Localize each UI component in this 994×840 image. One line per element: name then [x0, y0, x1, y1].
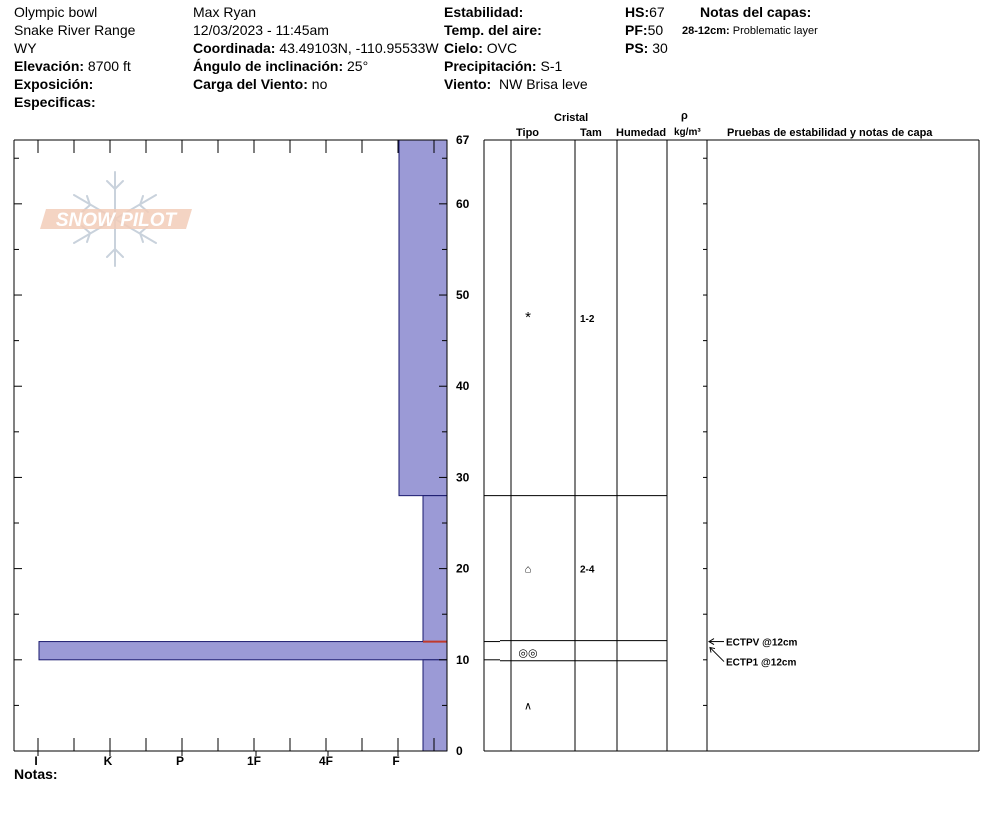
type-header: Tipo	[516, 127, 540, 139]
x-tick-label: P	[175, 754, 185, 768]
observer-name: Max Ryan	[193, 4, 257, 20]
coordinate-value: 43.49103N, -110.95533W	[279, 40, 439, 56]
crystal-type-symbol: ◎◎	[518, 647, 538, 660]
crystal-size: 2-4	[580, 564, 595, 576]
x-tick-label: F	[392, 754, 400, 768]
aspect-label: Exposición:	[14, 76, 94, 92]
crystal-type-symbol: ⌂	[524, 563, 532, 576]
y-tick-label: 40	[456, 379, 470, 394]
slope-value: 25°	[347, 58, 369, 74]
precip-label: Precipitación:	[444, 58, 537, 74]
y-tick-label: 50	[456, 288, 470, 303]
x-tick-label: K	[103, 754, 113, 768]
state-name: WY	[14, 40, 37, 56]
pf-value: 50	[647, 22, 664, 38]
tests-header: Pruebas de estabilidad y notas de capa	[727, 127, 933, 139]
range-name: Snake River Range	[14, 22, 136, 38]
density-unit-header: kg/m³	[674, 127, 701, 138]
location-name: Olympic bowl	[14, 4, 98, 20]
elevation-label: Elevación:	[14, 58, 85, 74]
precip-value: S-1	[540, 58, 563, 74]
crystal-type-symbol: ∧	[523, 700, 533, 713]
y-tick-label: 30	[456, 470, 470, 485]
rho-header: ρ	[681, 110, 688, 122]
y-tick-label: 60	[456, 196, 470, 211]
wind-value: NW Brisa leve	[498, 76, 588, 92]
crystal-size: 1-2	[580, 313, 595, 325]
sky-value: OVC	[486, 40, 518, 56]
hs-label: HS:	[625, 4, 650, 20]
ps-label: PS:	[625, 40, 649, 56]
specifics-label: Especificas:	[14, 94, 96, 110]
moisture-header: Humedad	[616, 127, 667, 139]
logo-text: SNOW PILOT	[55, 210, 177, 231]
stability-test-label: ECTP1 @12cm	[726, 657, 797, 669]
x-tick-label: 1F	[246, 754, 262, 768]
wind-label: Viento:	[444, 76, 492, 92]
x-tick-label: 4F	[318, 754, 334, 768]
layer-notes-label: Notas del capas:	[700, 4, 812, 20]
coordinate-label: Coordinada:	[193, 40, 276, 56]
y-tick-label: 67	[456, 133, 470, 147]
size-header: Tam	[580, 127, 602, 139]
notes-label: Notas:	[14, 766, 58, 782]
pf-label: PF:	[625, 22, 648, 38]
observation-datetime: 12/03/2023 - 11:45am	[193, 22, 329, 38]
stability-label: Estabilidad:	[444, 4, 524, 20]
crystal-header: Cristal	[554, 112, 589, 124]
wind-load-label: Carga del Viento:	[193, 76, 308, 92]
y-tick-label: 10	[456, 652, 470, 667]
layer-note-text: Problematic layer	[732, 25, 818, 37]
snowpilot-logo	[40, 172, 192, 266]
layer-note-range: 28-12cm:	[682, 25, 730, 37]
test-pointer	[710, 648, 724, 662]
hs-value: 67	[649, 4, 665, 20]
hardness-layer	[399, 140, 447, 496]
wind-load-value: no	[311, 76, 328, 92]
crystal-type-symbol: *	[525, 308, 531, 326]
sky-label: Cielo:	[444, 40, 483, 56]
hardness-layer	[39, 642, 447, 660]
elevation-value: 8700 ft	[87, 58, 131, 74]
y-tick-label: 0	[456, 744, 463, 758]
y-tick-label: 20	[456, 561, 470, 576]
ps-value: 30	[652, 40, 668, 56]
x-tick-label: I	[34, 754, 38, 768]
slope-label: Ángulo de inclinación:	[193, 58, 344, 74]
stability-test-label: ECTPV @12cm	[726, 637, 798, 649]
air-temp-label: Temp. del aire:	[444, 22, 542, 38]
